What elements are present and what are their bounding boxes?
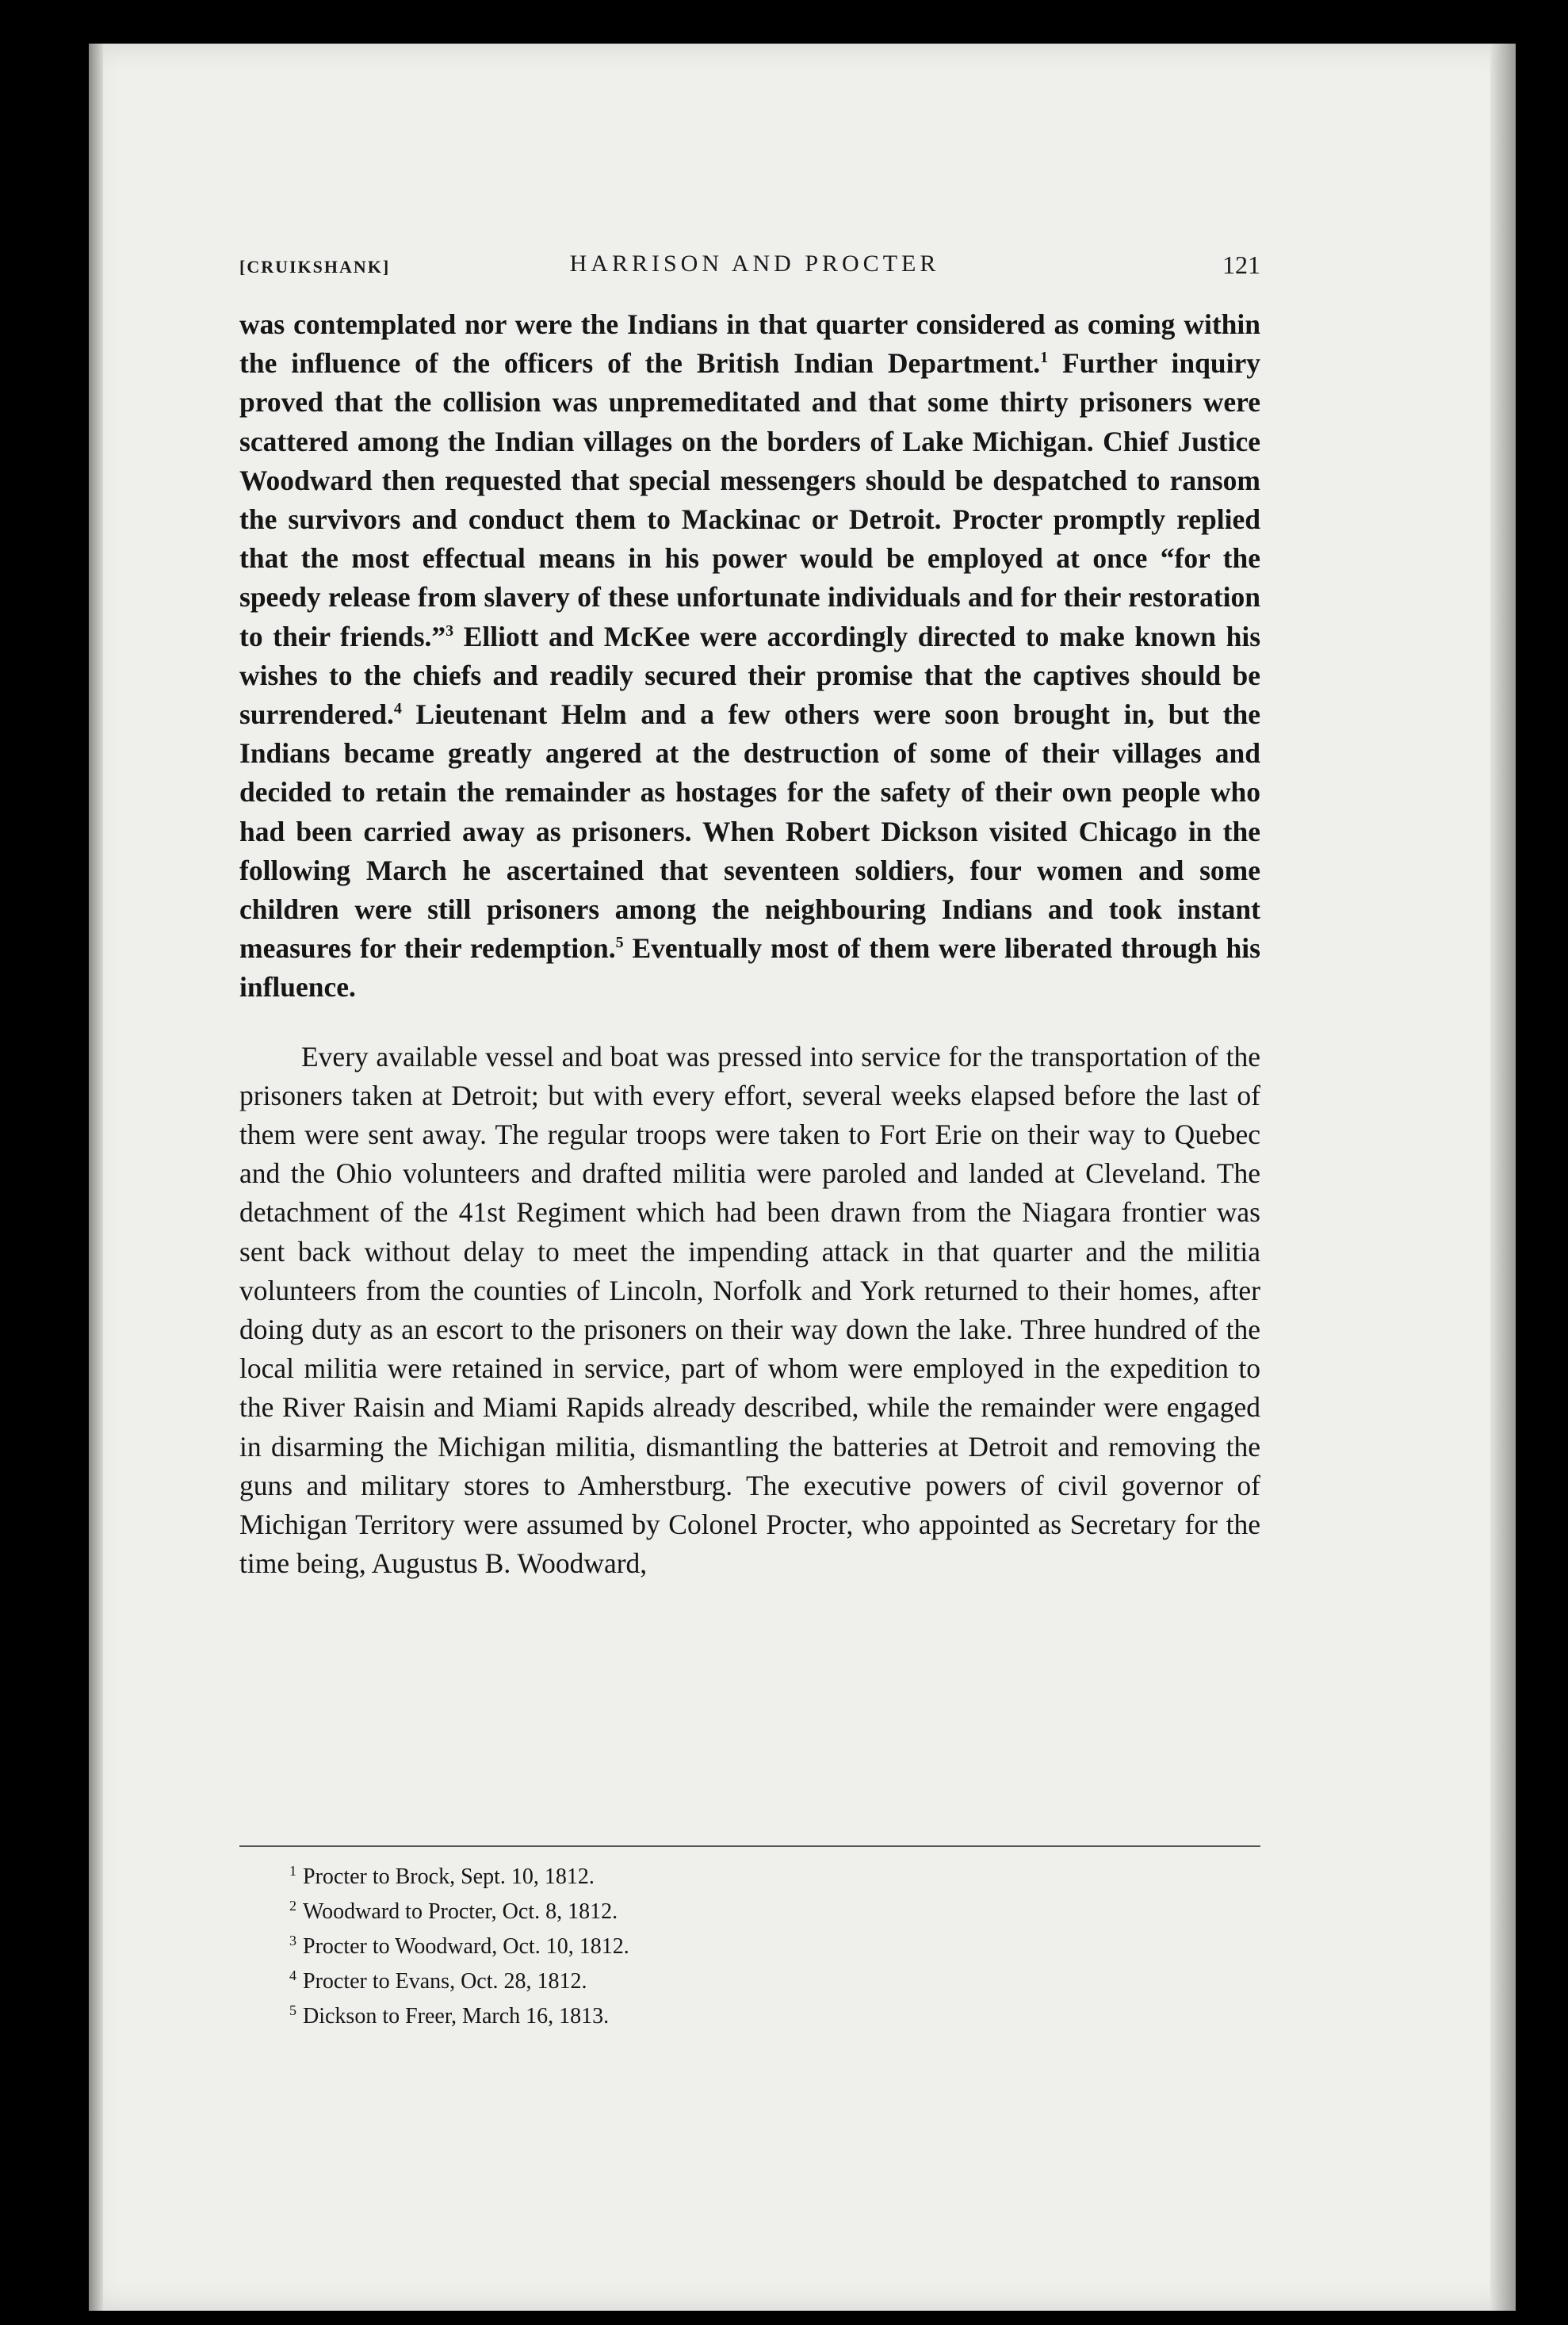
page-gutter-shadow — [89, 44, 103, 2311]
paragraph-text: Every available vessel and boat was pressed into service for the transportation of the prisoners taken at Detroit; but with every effort, several weeks elapsed before the last of them were sent away. The regular troops were taken to Fort Erie on their way to Quebec and the Ohio volunteers and drafted militia were paroled and landed at Cleveland. The detachment of the 41st Regiment which had been drawn from the Niagara frontier was sent back without delay to meet the impending attack in that quarter and the militia volunteers from the counties of Lincoln, Norfolk and York returned to their homes, after doing duty as an escort to the prisoners on their way down the lake. Three hundred of the local militia were retained in service, part of whom were employed in the expedition to the River Raisin and Miami Rapids already described, while the remainder were engaged in disarming the Michigan militia, dismantling the batteries at Detroit and removing the guns and military stores to Amherstburg. The executive powers of civil governor of Michigan Territory were assumed by Colonel Procter, who appointed as Secretary for the time being, Augustus B. Woodward, — [239, 1040, 1260, 1580]
footnotes — [289, 1860, 1161, 2034]
footnote-number: 1 — [289, 1862, 296, 1879]
footnote-reference: 3 — [446, 621, 454, 640]
footnote-number: 3 — [289, 1932, 296, 1948]
footnote-reference: 1 — [1040, 349, 1049, 367]
footnote-text: Procter to Brock, Sept. 10, 1812. — [303, 1864, 595, 1889]
footnote-divider — [239, 1845, 1260, 1847]
paragraph-text: Eventually most of them were liberated through his influence. — [239, 932, 1260, 1004]
footnote — [289, 1895, 1161, 1929]
footnote — [289, 1860, 1161, 1895]
header-author: [CRUIKSHANK] — [239, 257, 391, 277]
paragraph-text: Further inquiry proved that the collision was unpremeditated and that some thirty prisoners were scattered among the Indian villages on the borders of Lake Michigan. Chief Justice Woodward then requested that special messengers should be despatched to ransom the survivors and conduct them to Mackinac or Detroit. Procter promptly replied that the most effectual means in his power would be employed at once “for the speedy release from slavery of these unfortunate individuals and for their restoration to their friends.” — [239, 347, 1260, 652]
paragraph-text: Lieutenant Helm and a few others were soon brought in, but the Indians became greatly angered at the destruction of some of their villages and decided to retain the remainder as hostages for the safety of their own people who had been carried away as prisoners. When Robert Dickson visited Chicago in the following March he ascertained that seventeen soldiers, four women and some children were still prisoners among the neighbouring Indians and took instant measures for their redemption. — [239, 698, 1260, 965]
footnote — [289, 1999, 1161, 2034]
footnote-text: Woodward to Procter, Oct. 8, 1812. — [303, 1899, 618, 1924]
header-title: HARRISON AND PROCTER — [569, 250, 940, 277]
footnote — [289, 1964, 1161, 1999]
body-text — [239, 305, 1260, 1584]
running-header — [239, 247, 1260, 287]
paragraph — [239, 1038, 1260, 1584]
paragraph-text: Elliott and McKee were accordingly directed to make known his wishes to the chiefs and readily secured their promise that the captives should be surrendered. — [239, 620, 1261, 731]
footnote-number: 4 — [289, 1967, 296, 1983]
footnote-reference: 5 — [615, 934, 624, 952]
footnote-text: Procter to Woodward, Oct. 10, 1812. — [303, 1934, 629, 1959]
footnote-reference: 4 — [393, 700, 402, 718]
footnote-text: Dickson to Freer, March 16, 1813. — [303, 2004, 610, 2029]
page-edge — [1490, 44, 1516, 2311]
footnote-number: 2 — [289, 1897, 296, 1914]
page-number: 121 — [1222, 250, 1260, 279]
footnote-text: Procter to Evans, Oct. 28, 1812. — [303, 1969, 587, 1994]
paragraph-text: was contemplated nor were the Indians in that quarter considered as coming within the influence of the officers of the British Indian Department. — [239, 308, 1260, 380]
paragraph — [239, 305, 1260, 1008]
footnote — [289, 1929, 1161, 1964]
footnote-number: 5 — [289, 2002, 296, 2018]
